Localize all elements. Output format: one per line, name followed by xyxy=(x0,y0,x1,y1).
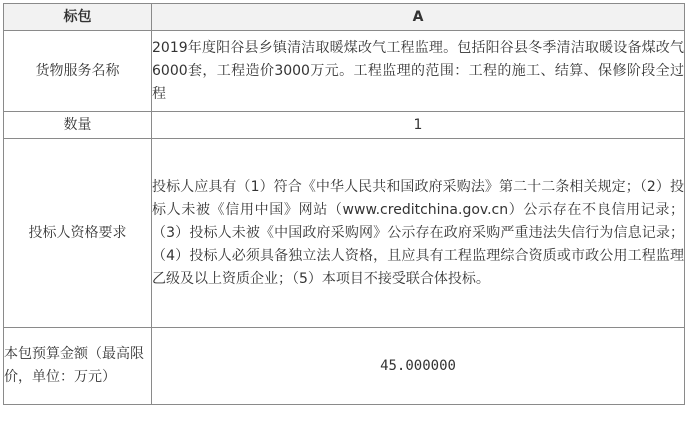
table-row-qualification xyxy=(4,139,685,328)
goods-label: 货物服务名称 xyxy=(4,31,152,112)
table-row-goods xyxy=(4,31,685,112)
table-row-quantity xyxy=(4,112,685,139)
header-label-cell: 标包 xyxy=(4,4,152,31)
goods-value: 2019年度阳谷县乡镇清洁取暖煤改气工程监理。包括阳谷县冬季清洁取暖设备煤改气6000套，工程造价3000万元。工程监理的范围：工程的施工、结算、保修阶段全过程 xyxy=(152,31,685,112)
bid-package-table xyxy=(3,3,685,405)
table-header-row xyxy=(4,4,685,31)
budget-value: 45.000000 xyxy=(152,328,685,405)
budget-label: 本包预算金额（最高限价，单位：万元） xyxy=(4,328,152,405)
header-value-cell: A xyxy=(152,4,685,31)
qualification-value: 投标人应具有（1）符合《中华人民共和国政府采购法》第二十二条相关规定；（2）投标人未被《信用中国》网站（www.creditchina.gov.cn）公示存在不良信用记录；（3）投标人未被《中国政府采购网》公示存在政府采购严重违法失信行为信息记录；（4）投标人必须具备独立法人资格，且应具有工程监理综合资质或市政公用工程监理乙级及以上资质企业；（5）本项目不接受联合体投标。 xyxy=(152,139,685,328)
quantity-value: 1 xyxy=(152,112,685,139)
table-row-budget xyxy=(4,328,685,405)
quantity-label: 数量 xyxy=(4,112,152,139)
qualification-label: 投标人资格要求 xyxy=(4,139,152,328)
